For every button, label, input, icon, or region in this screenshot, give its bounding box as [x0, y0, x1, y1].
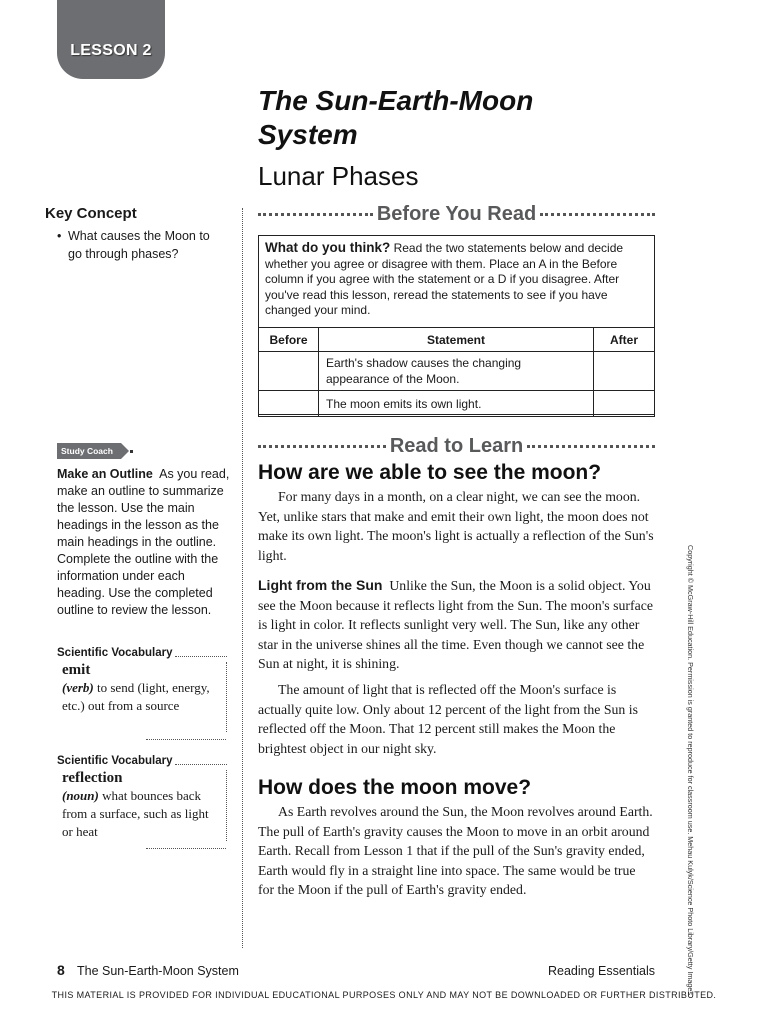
table-row: [259, 352, 655, 391]
study-coach-badge: Study Coach: [57, 443, 131, 459]
vocabulary-word: reflection: [62, 770, 123, 786]
before-answer-cell[interactable]: [259, 352, 319, 391]
table-row: [259, 391, 655, 417]
divider-dots: [146, 848, 226, 849]
read-to-learn-heading: Read to Learn: [258, 435, 655, 458]
divider-dots: [175, 656, 227, 657]
before-you-read-heading: Before You Read: [258, 203, 655, 226]
after-answer-cell[interactable]: [594, 391, 655, 417]
section-heading: How does the moon move?: [258, 776, 532, 799]
vocabulary-definition: (noun) what bounces back from a surface, such as light or heat: [62, 788, 209, 839]
lesson-label: LESSON 2: [70, 42, 152, 59]
statement-cell: Earth's shadow causes the changing appearance of the Moon.: [319, 352, 594, 391]
vocabulary-heading: Scientific Vocabulary: [57, 647, 173, 659]
vocabulary-box-reflection: [57, 755, 227, 841]
run-in-heading: Light from the Sun: [258, 577, 383, 593]
column-header-statement: Statement: [319, 328, 594, 352]
anticipation-table: [258, 327, 655, 417]
dot-icon: [130, 450, 133, 453]
page-subtitle: Lunar Phases: [258, 161, 419, 191]
anticipation-instructions: What do you think? Read the two statements below and decide whether you agree or disagree with them. Place an A in the Before column if you agree with the statement or a D if you disagree. After you've read this lesson, reread the statements to see if you have changed your mind.: [265, 240, 624, 318]
paragraph: As Earth revolves around the Sun, the Moon revolves around Earth. The pull of Earth's gravity causes the Moon to move in an orbit around Earth. Recall from Lesson 1 that if the pull of the Sun's gravity ended, Earth would fly in a straight line into space. The same would be true for the Moon if the pull of Earth's gravity ended.: [258, 804, 653, 897]
footer-series: Reading Essentials: [547, 964, 655, 978]
paragraph: The amount of light that is reflected off the Moon's surface is actually quite low. Only about 12 percent of the light from the Sun is reflected off the Moon. That 12 percent still makes the Moon the brightest object in our night sky.: [258, 682, 638, 756]
paragraph: For many days in a month, on a clear night, we can see the moon. Yet, unlike stars that make and emit their own light, the moon does not make its own light. The moon's light is actually a reflection of the Sun's light.: [258, 489, 654, 563]
study-coach-text: Make an Outline As you read, make an outline to summarize the lesson. Use the main headings in the lesson as the main headings in the outline. Complete the outline with the information under each heading. Use the completed outline to review the lesson.: [57, 467, 230, 617]
divider-dots: [540, 213, 655, 216]
anticipation-guide: [258, 235, 655, 415]
divider-dots: [527, 445, 655, 448]
paragraph: Light from the Sun Unlike the Sun, the Moon is a solid object. You see the Moon because it reflects light from the Sun. The moon's surface is light in color. It reflects sunlight very well. The Sun, like any other star in the universe shines all the time. Even though we cannot see the Sun at night, it is shining.: [258, 577, 653, 671]
lesson-tab: [57, 0, 165, 79]
divider-dots: [258, 213, 373, 216]
vocabulary-definition: (verb) to send (light, energy, etc.) out from a source: [62, 680, 210, 713]
disclaimer: THIS MATERIAL IS PROVIDED FOR INDIVIDUAL EDUCATIONAL PURPOSES ONLY AND MAY NOT BE DOWNLOADED OR FURTHER DISTRIBUTED.: [51, 990, 717, 1000]
after-answer-cell[interactable]: [594, 352, 655, 391]
key-concept-heading: Key Concept: [45, 205, 137, 222]
divider-dots: [258, 445, 386, 448]
bullet-icon: •: [57, 229, 62, 243]
column-divider: [242, 208, 243, 948]
column-header-after: After: [594, 328, 655, 352]
copyright-notice: Copyright © McGraw-Hill Education. Permission is granted to reproduce for classroom use. Mehau Kulyk/Science Photo Library/Getty Images: [686, 545, 695, 995]
column-header-before: Before: [259, 328, 319, 352]
page-title: The Sun-Earth-Moon System: [258, 85, 534, 150]
divider-dots: [175, 764, 227, 765]
section-heading: How are we able to see the moon?: [258, 461, 602, 484]
arrow-tip-icon: [121, 443, 129, 459]
divider-dots: [146, 739, 226, 740]
vocabulary-box-emit: [57, 647, 227, 732]
before-answer-cell[interactable]: [259, 391, 319, 417]
page-number: 8: [57, 962, 65, 978]
key-concept-question: • What causes the Moon to go through phases?: [57, 229, 210, 261]
footer-book-title: The Sun-Earth-Moon System: [77, 964, 239, 978]
statement-cell: The moon emits its own light.: [319, 391, 594, 417]
vocabulary-word: emit: [62, 662, 91, 678]
vocabulary-heading: Scientific Vocabulary: [57, 755, 173, 767]
